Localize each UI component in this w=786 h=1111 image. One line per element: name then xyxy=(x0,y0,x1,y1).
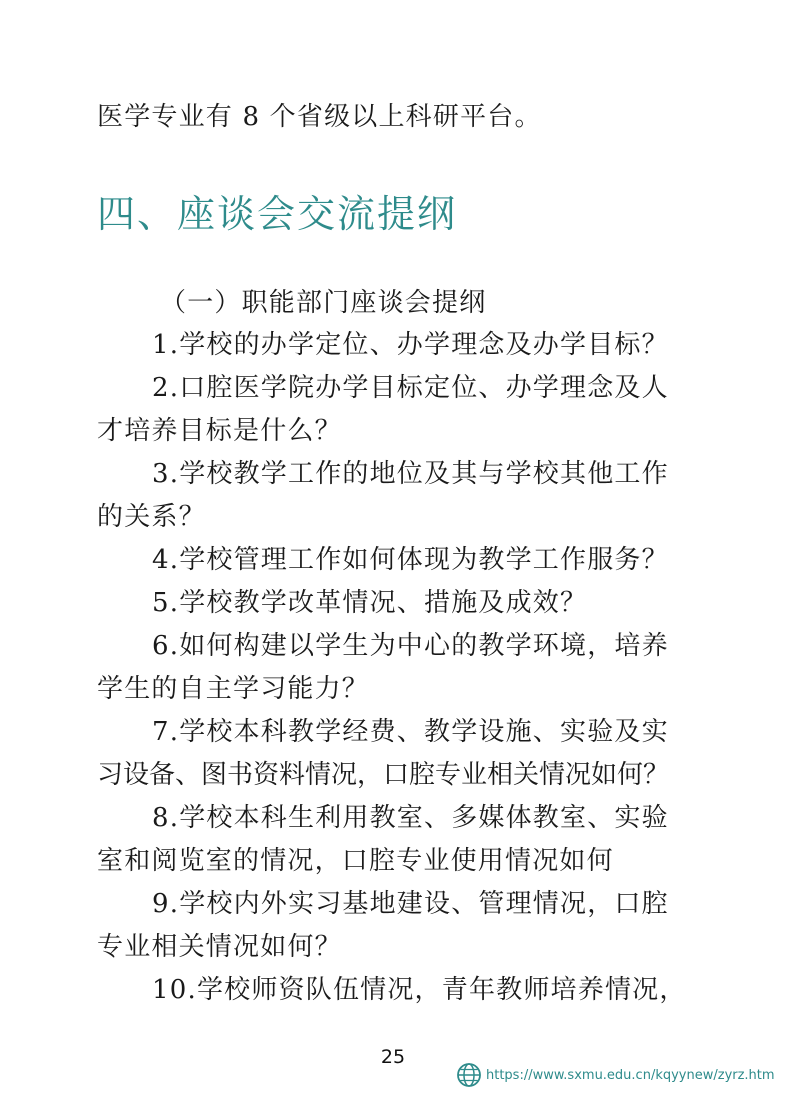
globe-icon xyxy=(456,1062,482,1088)
question-9-line-1: 9.学校内外实习基地建设、管理情况，口腔 xyxy=(152,889,669,919)
footer-url[interactable]: https://www.sxmu.edu.cn/kqyynew/zyrz.htm xyxy=(486,1067,775,1083)
question-4: 4.学校管理工作如何体现为教学工作服务？ xyxy=(152,545,669,575)
question-3-line-2: 的关系？ xyxy=(97,502,206,532)
question-7-line-2: 习设备、图书资料情况，口腔专业相关情况如何？ xyxy=(97,760,670,790)
question-1: 1.学校的办学定位、办学理念及办学目标？ xyxy=(152,330,669,360)
question-8-line-1: 8.学校本科生利用教室、多媒体教室、实验 xyxy=(152,803,669,833)
question-5: 5.学校教学改革情况、措施及成效？ xyxy=(152,588,588,618)
question-7-line-1: 7.学校本科教学经费、教学设施、实验及实 xyxy=(152,717,669,747)
question-2-line-2: 才培养目标是什么？ xyxy=(97,416,342,446)
section-heading: 四、座谈会交流提纲 xyxy=(97,192,458,236)
question-2-line-1: 2.口腔医学院办学目标定位、办学理念及人 xyxy=(152,373,669,403)
subsection-title: （一）职能部门座谈会提纲 xyxy=(160,288,487,318)
page-number: 25 xyxy=(380,1046,406,1068)
question-9-line-2: 专业相关情况如何？ xyxy=(97,932,342,962)
footer-link[interactable] xyxy=(456,1062,775,1088)
question-6-line-1: 6.如何构建以学生为中心的教学环境，培养 xyxy=(152,631,669,661)
intro-continuation-text: 医学专业有 8 个省级以上科研平台。 xyxy=(97,102,542,132)
question-6-line-2: 学生的自主学习能力？ xyxy=(97,674,370,704)
question-3-line-1: 3.学校教学工作的地位及其与学校其他工作 xyxy=(152,459,669,489)
question-8-line-2: 室和阅览室的情况，口腔专业使用情况如何 xyxy=(97,846,614,876)
question-10-line-1: 10.学校师资队伍情况，青年教师培养情况， xyxy=(152,975,687,1005)
